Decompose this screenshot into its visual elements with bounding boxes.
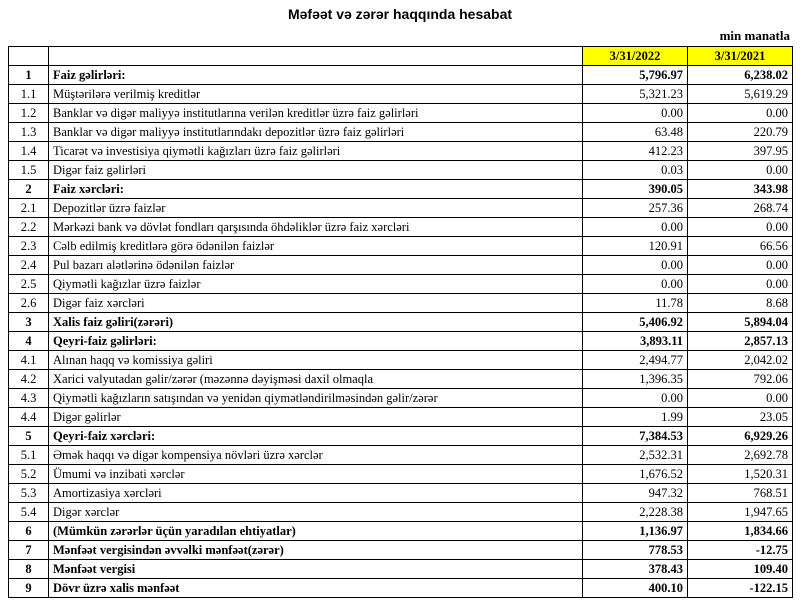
row-number: 9 [9, 579, 49, 598]
table-row [9, 427, 793, 446]
row-label: Digər faiz xərcləri [49, 294, 583, 313]
row-value-2022: 0.00 [583, 389, 688, 408]
row-value-2022: 378.43 [583, 560, 688, 579]
row-label: Ticarət və investisiya qiymətli kağızları üzrə faiz gəlirləri [49, 142, 583, 161]
row-number: 4 [9, 332, 49, 351]
row-number: 1.2 [9, 104, 49, 123]
row-value-2022: 1,676.52 [583, 465, 688, 484]
row-value-2021: 768.51 [688, 484, 793, 503]
table-row [9, 313, 793, 332]
row-value-2021: 2,692.78 [688, 446, 793, 465]
row-label: Digər faiz gəlirləri [49, 161, 583, 180]
row-value-2022: 400.10 [583, 579, 688, 598]
table-row [9, 560, 793, 579]
row-value-2022: 11.78 [583, 294, 688, 313]
row-label: Əmək haqqı və digər kompensiya növləri üzrə xərclər [49, 446, 583, 465]
row-number: 2.6 [9, 294, 49, 313]
table-row [9, 123, 793, 142]
row-number: 4.1 [9, 351, 49, 370]
row-label: Qiymətli kağızlar üzrə faizlər [49, 275, 583, 294]
table-row [9, 370, 793, 389]
row-value-2022: 1.99 [583, 408, 688, 427]
row-number: 1.4 [9, 142, 49, 161]
row-number: 1 [9, 66, 49, 85]
row-number: 8 [9, 560, 49, 579]
row-value-2022: 1,396.35 [583, 370, 688, 389]
row-number: 5.3 [9, 484, 49, 503]
row-value-2021: 343.98 [688, 180, 793, 199]
row-label: Mənfəət vergisindən əvvəlki mənfəət(zərər) [49, 541, 583, 560]
row-value-2021: 1,947.65 [688, 503, 793, 522]
row-label: Mərkəzi bank və dövlət fondları qarşısında öhdəliklər üzrə faiz xərcləri [49, 218, 583, 237]
row-label: Xalis faiz gəliri(zərəri) [49, 313, 583, 332]
row-label: Qeyri-faiz xərcləri: [49, 427, 583, 446]
table-header [9, 47, 793, 66]
row-value-2021: 6,238.02 [688, 66, 793, 85]
table-row [9, 541, 793, 560]
row-label: Amortizasiya xərcləri [49, 484, 583, 503]
header-cell-description [49, 47, 583, 66]
row-label: Qeyri-faiz gəlirləri: [49, 332, 583, 351]
row-value-2021: 8.68 [688, 294, 793, 313]
row-value-2022: 2,228.38 [583, 503, 688, 522]
row-value-2022: 5,406.92 [583, 313, 688, 332]
table-row [9, 104, 793, 123]
row-value-2022: 7,384.53 [583, 427, 688, 446]
row-value-2022: 0.00 [583, 218, 688, 237]
row-label: Alınan haqq və komissiya gəliri [49, 351, 583, 370]
row-value-2021: 1,520.31 [688, 465, 793, 484]
row-number: 2.3 [9, 237, 49, 256]
row-label: Xarici valyutadan gəlir/zərər (məzənnə dəyişməsi daxil olmaqla [49, 370, 583, 389]
table-row [9, 351, 793, 370]
row-value-2021: 0.00 [688, 389, 793, 408]
header-row [9, 47, 793, 66]
row-number: 1.5 [9, 161, 49, 180]
row-value-2022: 63.48 [583, 123, 688, 142]
table-row [9, 503, 793, 522]
row-value-2021: 66.56 [688, 237, 793, 256]
row-label: Digər gəlirlər [49, 408, 583, 427]
row-value-2022: 120.91 [583, 237, 688, 256]
table-row [9, 389, 793, 408]
row-number: 5 [9, 427, 49, 446]
table-row [9, 294, 793, 313]
table-row [9, 332, 793, 351]
header-cell-2021: 3/31/2021 [688, 47, 793, 66]
table-row [9, 522, 793, 541]
row-label: Müştərilərə verilmiş kreditlər [49, 85, 583, 104]
row-label: Banklar və digər maliyyə institutlarına verilən kreditlər üzrə faiz gəlirləri [49, 104, 583, 123]
row-label: Faiz gəlirləri: [49, 66, 583, 85]
header-cell-number [9, 47, 49, 66]
row-value-2022: 1,136.97 [583, 522, 688, 541]
row-value-2022: 5,796.97 [583, 66, 688, 85]
row-number: 2.2 [9, 218, 49, 237]
row-value-2022: 412.23 [583, 142, 688, 161]
row-label: Banklar və digər maliyyə institutlarındakı depozitlər üzrə faiz gəlirləri [49, 123, 583, 142]
row-number: 2.4 [9, 256, 49, 275]
row-value-2022: 0.00 [583, 256, 688, 275]
table-row [9, 237, 793, 256]
row-label: Mənfəət vergisi [49, 560, 583, 579]
row-number: 6 [9, 522, 49, 541]
pnl-table [8, 46, 793, 598]
row-value-2022: 390.05 [583, 180, 688, 199]
row-label: Cəlb edilmiş kreditlərə görə ödənilən faizlər [49, 237, 583, 256]
row-number: 7 [9, 541, 49, 560]
row-value-2022: 5,321.23 [583, 85, 688, 104]
table-body [9, 66, 793, 598]
header-cell-2022: 3/31/2022 [583, 47, 688, 66]
table-row [9, 161, 793, 180]
row-value-2021: 1,834.66 [688, 522, 793, 541]
row-number: 4.2 [9, 370, 49, 389]
row-label: (Mümkün zərərlər üçün yaradılan ehtiyatlar) [49, 522, 583, 541]
table-row [9, 275, 793, 294]
row-label: Ümumi və inzibati xərclər [49, 465, 583, 484]
table-row [9, 218, 793, 237]
table-row [9, 85, 793, 104]
row-value-2022: 2,494.77 [583, 351, 688, 370]
row-number: 1.1 [9, 85, 49, 104]
row-label: Dövr üzrə xalis mənfəət [49, 579, 583, 598]
row-number: 4.3 [9, 389, 49, 408]
row-value-2022: 2,532.31 [583, 446, 688, 465]
row-value-2021: 6,929.26 [688, 427, 793, 446]
row-number: 2.5 [9, 275, 49, 294]
row-value-2022: 0.03 [583, 161, 688, 180]
row-value-2021: 2,042.02 [688, 351, 793, 370]
row-number: 4.4 [9, 408, 49, 427]
table-row [9, 408, 793, 427]
row-value-2021: 0.00 [688, 218, 793, 237]
row-value-2022: 0.00 [583, 275, 688, 294]
row-value-2021: -122.15 [688, 579, 793, 598]
row-number: 2 [9, 180, 49, 199]
table-row [9, 256, 793, 275]
row-value-2021: 220.79 [688, 123, 793, 142]
row-label: Faiz xərcləri: [49, 180, 583, 199]
table-row [9, 180, 793, 199]
row-value-2021: 5,894.04 [688, 313, 793, 332]
row-label: Depozitlər üzrə faizlər [49, 199, 583, 218]
row-number: 5.2 [9, 465, 49, 484]
row-value-2021: 0.00 [688, 104, 793, 123]
page-title: Məfəət və zərər haqqında hesabat [287, 6, 513, 22]
table-row [9, 142, 793, 161]
row-value-2021: 5,619.29 [688, 85, 793, 104]
table-row [9, 484, 793, 503]
row-label: Digər xərclər [49, 503, 583, 522]
table-row [9, 199, 793, 218]
row-label: Qiymətli kağızların satışından və yenidən qiymətləndirilməsindən gəlir/zərər [49, 389, 583, 408]
row-value-2021: 23.05 [688, 408, 793, 427]
row-value-2022: 3,893.11 [583, 332, 688, 351]
row-value-2021: 0.00 [688, 256, 793, 275]
row-value-2022: 0.00 [583, 104, 688, 123]
table-row [9, 446, 793, 465]
row-value-2021: 2,857.13 [688, 332, 793, 351]
unit-label: min manatla [719, 28, 790, 43]
row-value-2021: -12.75 [688, 541, 793, 560]
row-value-2021: 792.06 [688, 370, 793, 389]
row-number: 2.1 [9, 199, 49, 218]
row-number: 1.3 [9, 123, 49, 142]
table-row [9, 66, 793, 85]
row-number: 3 [9, 313, 49, 332]
table-row [9, 465, 793, 484]
row-value-2021: 0.00 [688, 161, 793, 180]
row-value-2022: 257.36 [583, 199, 688, 218]
row-value-2021: 397.95 [688, 142, 793, 161]
row-value-2022: 947.32 [583, 484, 688, 503]
row-value-2021: 268.74 [688, 199, 793, 218]
row-number: 5.1 [9, 446, 49, 465]
row-value-2022: 778.53 [583, 541, 688, 560]
table-row [9, 579, 793, 598]
row-number: 5.4 [9, 503, 49, 522]
row-label: Pul bazarı alətlərinə ödənilən faizlər [49, 256, 583, 275]
row-value-2021: 0.00 [688, 275, 793, 294]
row-value-2021: 109.40 [688, 560, 793, 579]
